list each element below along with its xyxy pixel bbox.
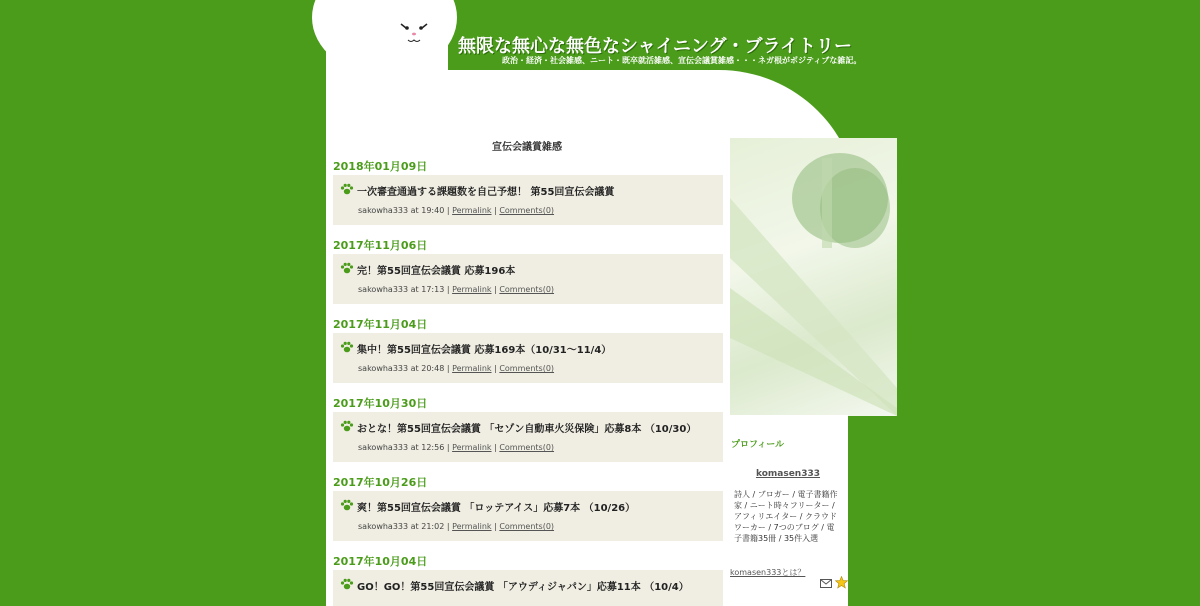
permalink-link[interactable]: Permalink	[452, 364, 492, 373]
profile-description: 詩人 / ブロガー / 電子書籍作家 / ニート時々フリーター / アフィリエイター / クラウドワーカー / 7つのブログ / 電子書籍35冊 / 35件入選	[734, 490, 838, 543]
entry-item	[333, 254, 723, 304]
entry-date: 2017年10月26日	[333, 476, 428, 489]
entry-author: sakowha333	[358, 206, 409, 215]
sidebar-photo-art	[730, 138, 897, 416]
site-title[interactable]: 無限な無心な無色なシャイニング・ブライトリー	[458, 36, 853, 57]
site-subtitle: 政治・経済・社会雑感、ニート・既卒就活雑感、宣伝会議賞雑感・・・ネガ根がポジティブな雑記。	[502, 56, 862, 65]
entry-item	[333, 412, 723, 462]
entry-time: 20:48	[421, 364, 445, 373]
permalink-link[interactable]: Permalink	[452, 206, 492, 215]
paw-icon	[340, 262, 354, 274]
comments-link[interactable]: Comments(0)	[499, 364, 555, 373]
entry-meta: sakowha333 at 17:13 | Permalink | Comments(0)	[358, 285, 555, 294]
about-link[interactable]: komasen333とは？	[730, 568, 806, 577]
entry-title-link[interactable]: 完！第55回宣伝会議賞 応募196本	[357, 266, 516, 277]
entry-list	[333, 159, 723, 606]
entry-item	[333, 175, 723, 225]
entry-date: 2017年10月04日	[333, 555, 428, 568]
permalink-link[interactable]: Permalink	[452, 522, 492, 531]
comments-link[interactable]: Comments(0)	[499, 522, 555, 531]
entry-at: at	[410, 206, 419, 215]
paw-icon	[340, 341, 354, 353]
entry-title-link[interactable]: 爽！第55回宣伝会議賞 「ロッテアイス」応募7本 （10/26）	[357, 503, 636, 514]
entry-author: sakowha333	[358, 285, 409, 294]
entry-date: 2017年10月30日	[333, 397, 428, 410]
permalink-link[interactable]: Permalink	[452, 285, 492, 294]
permalink-link[interactable]: Permalink	[452, 443, 492, 452]
comments-link[interactable]: Comments(0)	[499, 443, 555, 452]
entry-title-link[interactable]: 一次審査通過する課題数を自己予想！ 第55回宣伝会議賞	[357, 187, 615, 198]
paw-icon	[340, 183, 354, 195]
comments-link[interactable]: Comments(0)	[499, 285, 555, 294]
entry-title-link[interactable]: 集中！第55回宣伝会議賞 応募169本（10/31～11/4）	[357, 345, 612, 356]
entry-time: 19:40	[421, 206, 445, 215]
entry-item	[333, 333, 723, 383]
entry-author: sakowha333	[358, 364, 409, 373]
entry-time: 17:13	[421, 285, 445, 294]
entry-meta: sakowha333 at 20:48 | Permalink | Comments(0)	[358, 364, 555, 373]
entry-meta: sakowha333 at 19:40 | Permalink | Comments(0)	[358, 206, 555, 215]
star-icon[interactable]	[835, 576, 848, 589]
entry-date: 2018年01月09日	[333, 160, 428, 173]
entry-author: sakowha333	[358, 443, 409, 452]
entry-at: at	[410, 364, 419, 373]
entry-item	[333, 491, 723, 541]
entry-at: at	[410, 285, 419, 294]
profile-heading: プロフィール	[731, 440, 785, 450]
entry-title-link[interactable]: おとな！第55回宣伝会議賞 「セゾン自動車火災保険」応募8本 （10/30）	[357, 424, 697, 435]
paw-icon	[340, 499, 354, 511]
entry-time: 21:02	[421, 522, 445, 531]
entry-at: at	[410, 522, 419, 531]
sidebar-photo	[730, 138, 897, 416]
profile-name-link[interactable]: komasen333	[755, 469, 821, 479]
entry-date: 2017年11月06日	[333, 239, 428, 252]
entry-meta: sakowha333 at 21:02 | Permalink | Comments(0)	[358, 522, 555, 531]
category-heading: 宣伝会議賞雑感	[492, 142, 562, 153]
entry-item	[333, 570, 723, 606]
entry-author: sakowha333	[358, 522, 409, 531]
comments-link[interactable]: Comments(0)	[499, 206, 555, 215]
entry-meta: sakowha333 at 12:56 | Permalink | Comments(0)	[358, 443, 555, 452]
mail-icon[interactable]	[820, 579, 832, 588]
paw-icon	[340, 420, 354, 432]
cat-face-icon	[396, 18, 432, 52]
entry-date: 2017年11月04日	[333, 318, 428, 331]
entry-time: 12:56	[421, 443, 445, 452]
entry-at: at	[410, 443, 419, 452]
paw-icon	[340, 578, 354, 590]
entry-title-link[interactable]: GO！GO！第55回宣伝会議賞 「アウディジャパン」応募11本 （10/4）	[357, 582, 689, 593]
